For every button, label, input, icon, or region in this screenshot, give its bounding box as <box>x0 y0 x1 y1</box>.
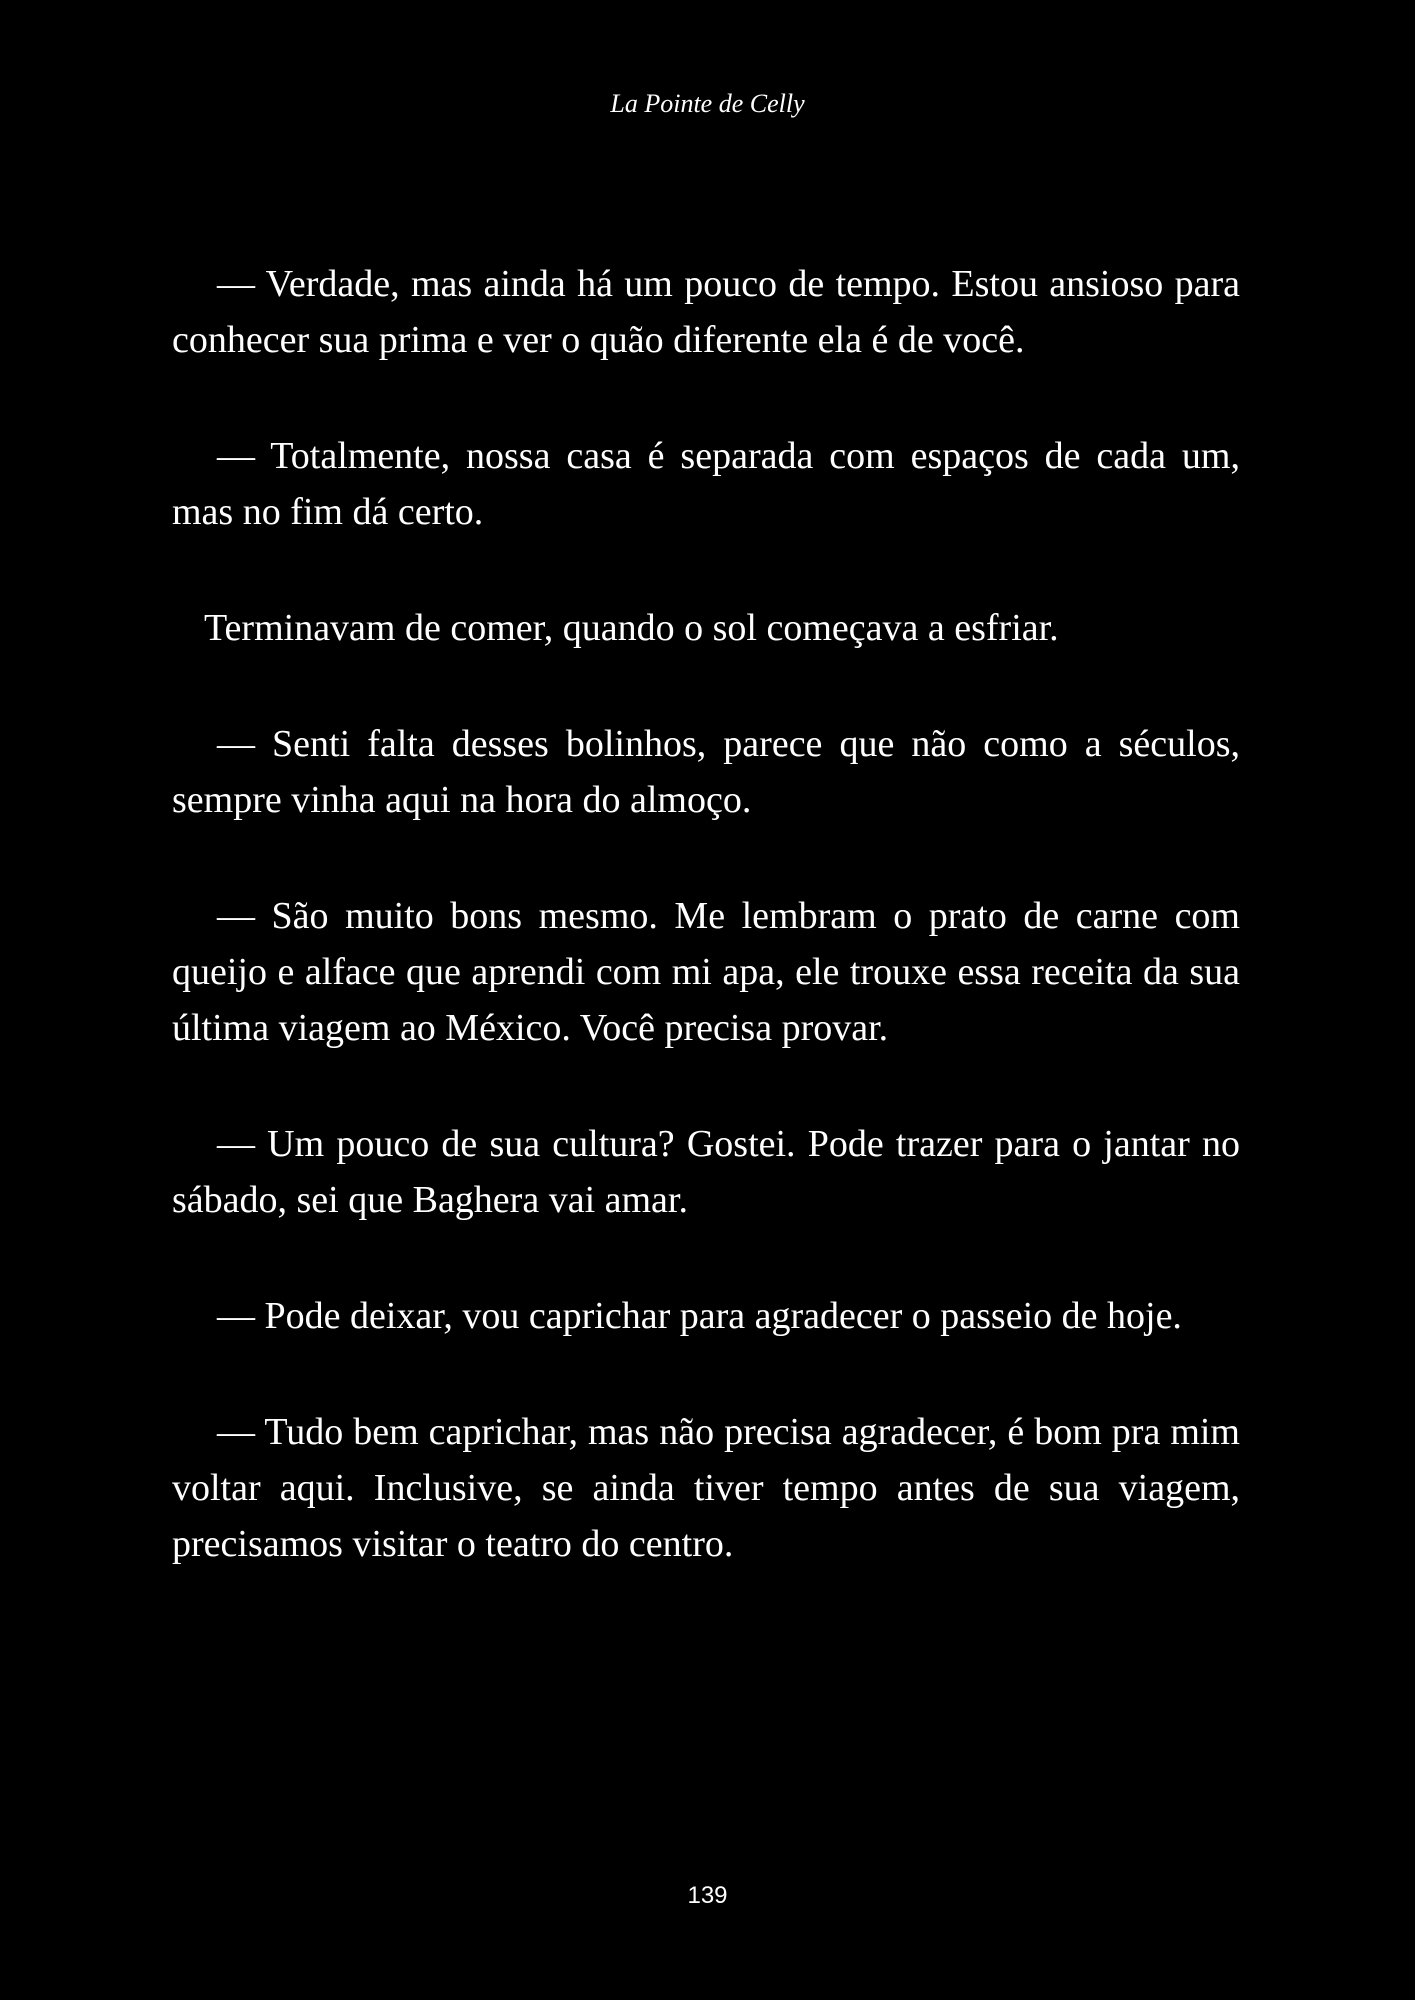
running-header-title: La Pointe de Celly <box>610 89 805 118</box>
paragraph: — Um pouco de sua cultura? Gostei. Pode trazer para o jantar no sábado, sei que Baghera vai amar. <box>172 1123 1240 1221</box>
paragraph: — Pode deixar, vou caprichar para agradecer o passeio de hoje. <box>217 1295 1182 1337</box>
paragraph: — Verdade, mas ainda há um pouco de tempo. Estou ansioso para conhecer sua prima e ver o quão diferente ela é de você. <box>172 263 1240 361</box>
paragraph: — Totalmente, nossa casa é separada com espaços de cada um, mas no fim dá certo. <box>172 435 1240 533</box>
paragraph: — Tudo bem caprichar, mas não precisa agradecer, é bom pra mim voltar aqui. Inclusive, se ainda tiver tempo antes de sua viagem, precisamos visitar o teatro do centro. <box>172 1411 1240 1565</box>
paragraph: Terminavam de comer, quando o sol começava a esfriar. <box>204 607 1059 649</box>
text-body <box>172 256 1240 1632</box>
page-number: 139 <box>687 1882 728 1909</box>
paragraph: — São muito bons mesmo. Me lembram o prato de carne com queijo e alface que aprendi com mi apa, ele trouxe essa receita da sua última viagem ao México. Você precisa provar. <box>172 895 1240 1049</box>
paragraph: — Senti falta desses bolinhos, parece que não como a séculos, sempre vinha aqui na hora do almoço. <box>172 723 1240 821</box>
